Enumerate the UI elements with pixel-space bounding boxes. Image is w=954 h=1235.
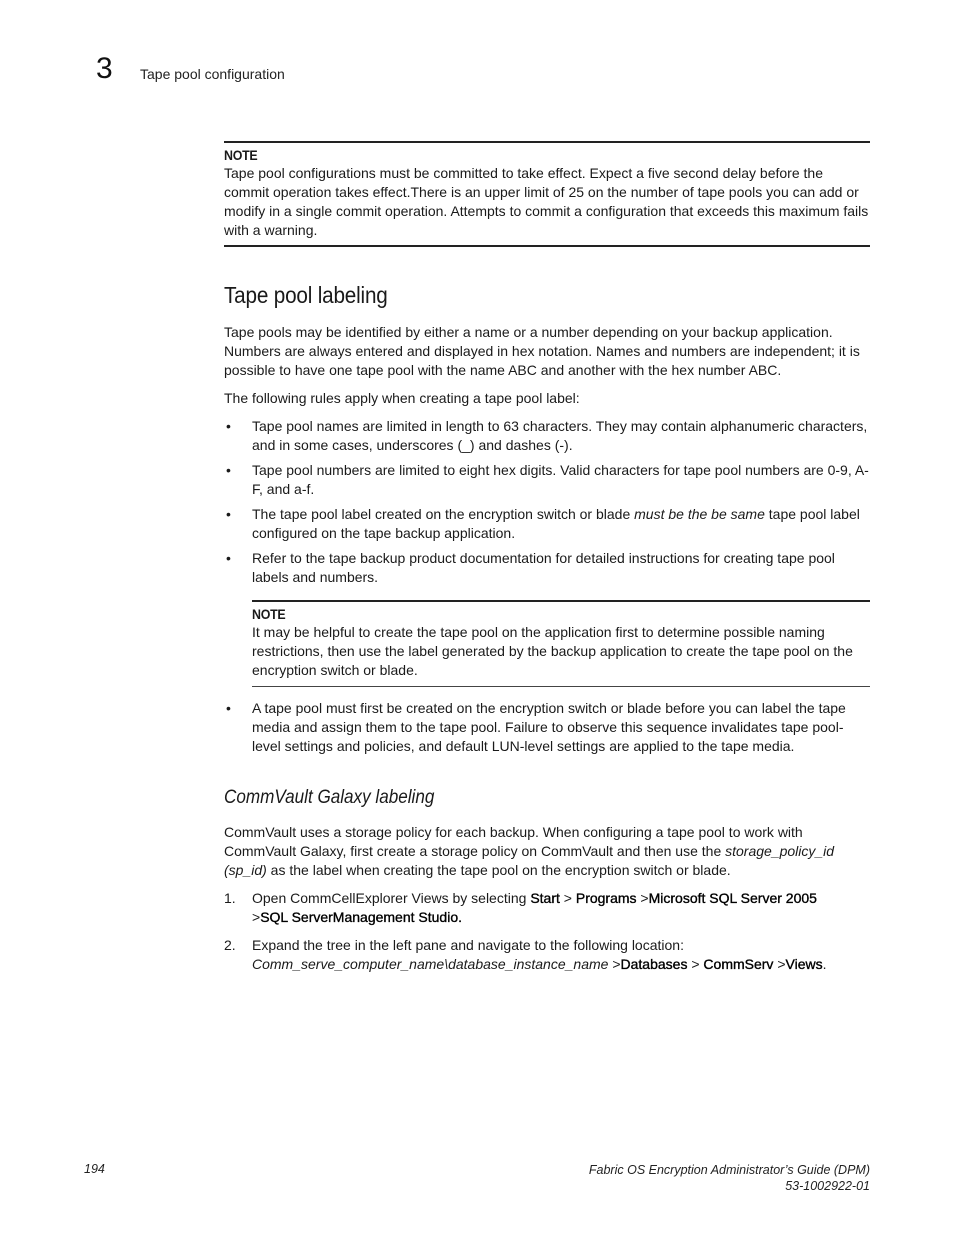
text-run: tape pool label configured on the tape backup application. xyxy=(252,506,860,541)
text-run: Expand the tree in the left pane and navigate to the following location: xyxy=(252,937,684,953)
step-text xyxy=(252,937,827,972)
list-item xyxy=(224,699,870,756)
step-number: 1. xyxy=(224,890,236,906)
bullet-icon: • xyxy=(226,462,231,478)
step-number: 2. xyxy=(224,937,236,953)
text-run: . xyxy=(822,956,827,972)
section-heading-tape-pool-labeling: Tape pool labeling xyxy=(224,282,388,308)
chapter-number: 3 xyxy=(96,52,113,85)
path-text: Comm_serve_computer_name\database_instance_name xyxy=(252,956,609,972)
text-run: > xyxy=(636,890,649,906)
list-item-text: A tape pool must first be created on the encryption switch or blade before you can label the tape media and assign them to the tape pool. Failure to observe this sequence invalidates tape pool-level settings and policies, and default LUN-level settings are applied to the tape media. xyxy=(252,700,846,754)
doc-title: Fabric OS Encryption Administrator’s Guide (DPM) xyxy=(588,1163,870,1177)
text-run: > xyxy=(773,956,786,972)
ui-term-views: Views xyxy=(785,956,823,972)
subsection-intro xyxy=(224,823,870,880)
spacer xyxy=(224,762,870,786)
list-item-text: Tape pool names are limited in length to 63 characters. They may contain alphanumeric characters, and in some cases, underscores (_) and dashes (-). xyxy=(252,418,868,453)
list-item xyxy=(224,417,870,455)
ui-term-studio: SQL ServerManagement Studio. xyxy=(260,909,462,925)
step-item xyxy=(224,889,870,927)
note-text: Tape pool configurations must be committed to take effect. Expect a five second delay before the commit operation takes effect.There is an upper limit of 25 on the number of tape pools you can add or modify in a single commit operation. Attempts to commit a configuration that exceeds this maximum fails with a warning. xyxy=(224,165,869,238)
rules-list xyxy=(224,417,870,587)
bullet-icon: • xyxy=(226,418,231,434)
emphasis-text: storage_policy_id (sp_id) xyxy=(224,843,835,878)
bullet-icon: • xyxy=(226,506,231,522)
emphasis-text: must be the be same xyxy=(634,506,765,522)
chapter-title: Tape pool configuration xyxy=(140,66,285,82)
page-number: 194 xyxy=(84,1162,105,1176)
footer-doc-info xyxy=(589,1162,870,1194)
note-box-naming xyxy=(252,600,870,687)
note-label: NOTE xyxy=(252,607,286,622)
note-box-commit xyxy=(224,141,870,247)
step-item xyxy=(224,936,870,974)
rules-list-continued xyxy=(224,699,870,756)
steps-list xyxy=(224,889,870,974)
ui-term-mssql: Microsoft SQL Server 2005 xyxy=(648,890,817,906)
text-run: The tape pool label created on the encryption switch or blade xyxy=(252,506,635,522)
list-item xyxy=(224,505,870,543)
text-run: > xyxy=(559,890,576,906)
list-item xyxy=(224,549,870,587)
subsection-heading-commvault: CommVault Galaxy labeling xyxy=(224,787,435,808)
note-text: It may be helpful to create the tape pool on the application first to determine possible naming restrictions, then use the label generated by the backup application to create the tape pool on the encryption switch or blade. xyxy=(252,624,853,678)
page-content xyxy=(224,141,870,983)
note-label: NOTE xyxy=(224,148,258,163)
list-item xyxy=(224,461,870,499)
rules-intro: The following rules apply when creating a tape pool label: xyxy=(224,390,580,406)
list-item-text xyxy=(252,506,860,541)
list-item-text: Refer to the tape backup product documentation for detailed instructions for creating tape pool labels and numbers. xyxy=(252,550,835,585)
text-run: Open CommCellExplorer Views by selecting xyxy=(252,890,531,906)
ui-term-start: Start xyxy=(530,890,560,906)
text-run: as the label when creating the tape pool on the encryption switch or blade. xyxy=(266,862,731,878)
ui-term-databases: Databases xyxy=(620,956,688,972)
bullet-icon: • xyxy=(226,700,231,716)
bullet-icon: • xyxy=(226,550,231,566)
ui-term-commserv: CommServ xyxy=(703,956,774,972)
section-intro: Tape pools may be identified by either a name or a number depending on your backup application. Numbers are always entered and displayed in hex notation. Names and numbers are independent; it is possible to have one tape pool with the name ABC and another with the hex number ABC. xyxy=(224,324,860,378)
list-item-text: Tape pool numbers are limited to eight hex digits. Valid characters for tape pool numbers are 0-9, A-F, and a-f. xyxy=(252,462,869,497)
text-run: > xyxy=(687,956,704,972)
text-run: CommVault uses a storage policy for each backup. When configuring a tape pool to work with CommVault Galaxy, first create a storage policy on CommVault and then use the xyxy=(224,824,803,859)
step-text xyxy=(252,890,817,925)
text-run: > xyxy=(608,956,621,972)
text-run: > xyxy=(252,909,261,925)
ui-term-programs: Programs xyxy=(575,890,637,906)
doc-number: 53-1002922-01 xyxy=(785,1179,870,1193)
